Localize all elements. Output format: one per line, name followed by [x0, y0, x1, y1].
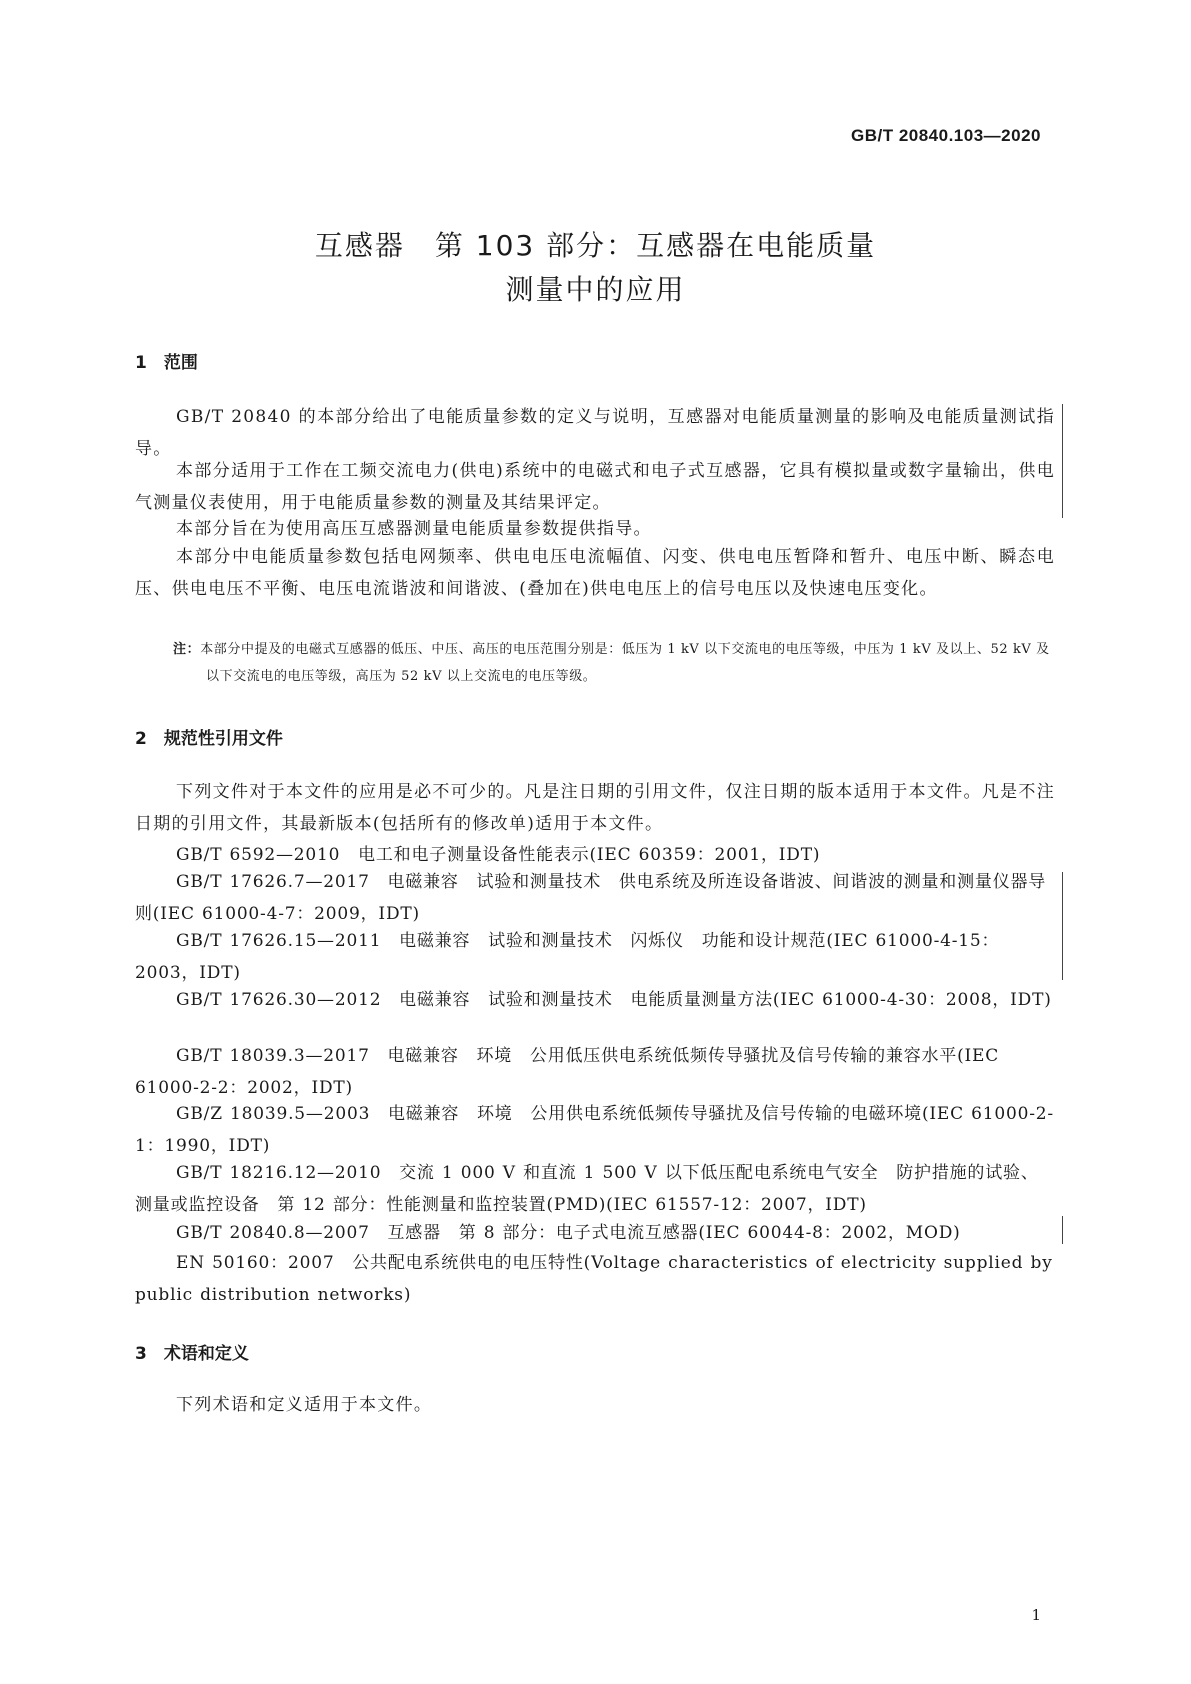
section-2-intro: 下列文件对于本文件的应用是必不可少的。凡是注日期的引用文件，仅注日期的版本适用于本文件。凡是不注日期的引用文件，其最新版本(包括所有的修改单)适用于本文件。: [135, 782, 1055, 834]
document-title: [0, 224, 1191, 312]
note-label: 注：: [173, 642, 201, 657]
reference-item: EN 50160：2007 公共配电系统供电的电压特性(Voltage characteristics of electricity supplied by public distribution networks): [135, 1253, 1060, 1305]
title-line-2: 测量中的应用: [505, 273, 686, 306]
section-1-paragraph-1: GB/T 20840 的本部分给出了电能质量参数的定义与说明，互感器对电能质量测量的影响及电能质量测试指导。: [135, 407, 1055, 459]
section-1-paragraph-3: 本部分旨在为使用高压互感器测量电能质量参数提供指导。: [176, 519, 652, 539]
section-1-heading: 1 范围: [135, 353, 198, 373]
section-1-note: [173, 636, 1055, 690]
reference-item: GB/T 6592—2010 电工和电子测量设备性能表示(IEC 60359：2001，IDT): [176, 845, 821, 865]
reference-item: GB/T 18039.3—2017 电磁兼容 环境 公用低压供电系统低频传导骚扰及信号传输的兼容水平(IEC 61000-2-2：2002，IDT): [135, 1046, 1007, 1098]
reference-item: GB/T 20840.8—2007 互感器 第 8 部分：电子式电流互感器(IEC 60044-8：2002，MOD): [176, 1223, 961, 1243]
reference-item: GB/T 17626.30—2012 电磁兼容 试验和测量技术 电能质量测量方法(IEC 61000-4-30：2008，IDT): [176, 990, 1052, 1010]
section-2-heading: 2 规范性引用文件: [135, 729, 283, 749]
section-3-heading: 3 术语和定义: [135, 1344, 249, 1364]
reference-item: GB/T 18216.12—2010 交流 1 000 V 和直流 1 500 V 以下低压配电系统电气安全 防护措施的试验、测量或监控设备 第 12 部分：性能测量和监控装置(PMD)(IEC 61557-12：2007，IDT): [135, 1163, 1039, 1215]
page-number: 1: [1031, 1606, 1041, 1624]
section-1-paragraph-2: 本部分适用于工作在工频交流电力(供电)系统中的电磁式和电子式互感器，它具有模拟量或数字量输出，供电气测量仪表使用，用于电能质量参数的测量及其结果评定。: [135, 461, 1055, 513]
change-bar: [1062, 1216, 1063, 1244]
section-3-intro: 下列术语和定义适用于本文件。: [176, 1395, 433, 1415]
change-bar: [1062, 404, 1063, 518]
note-text: 本部分中提及的电磁式互感器的低压、中压、高压的电压范围分别是：低压为 1 kV 以下交流电的电压等级，中压为 1 kV 及以上、52 kV 及以下交流电的电压等级，高压为 52 kV 以上交流电的电压等级。: [200, 642, 1050, 684]
reference-item: GB/Z 18039.5—2003 电磁兼容 环境 公用供电系统低频传导骚扰及信号传输的电磁环境(IEC 61000-2-1：1990，IDT): [135, 1104, 1054, 1156]
title-line-1: 互感器 第 103 部分：互感器在电能质量: [314, 229, 877, 262]
change-bar: [1062, 872, 1063, 980]
standard-code: GB/T 20840.103—2020: [850, 126, 1041, 145]
section-1-paragraph-4: 本部分中电能质量参数包括电网频率、供电电压电流幅值、闪变、供电电压暂降和暂升、电压中断、瞬态电压、供电电压不平衡、电压电流谐波和间谐波、(叠加在)供电电压上的信号电压以及快速电压变化。: [135, 547, 1055, 599]
reference-item: GB/T 17626.7—2017 电磁兼容 试验和测量技术 供电系统及所连设备谐波、间谐波的测量和测量仪器导则(IEC 61000-4-7：2009，IDT): [135, 872, 1047, 924]
reference-item: GB/T 17626.15—2011 电磁兼容 试验和测量技术 闪烁仪 功能和设计规范(IEC 61000-4-15：2003，IDT): [135, 931, 1000, 983]
